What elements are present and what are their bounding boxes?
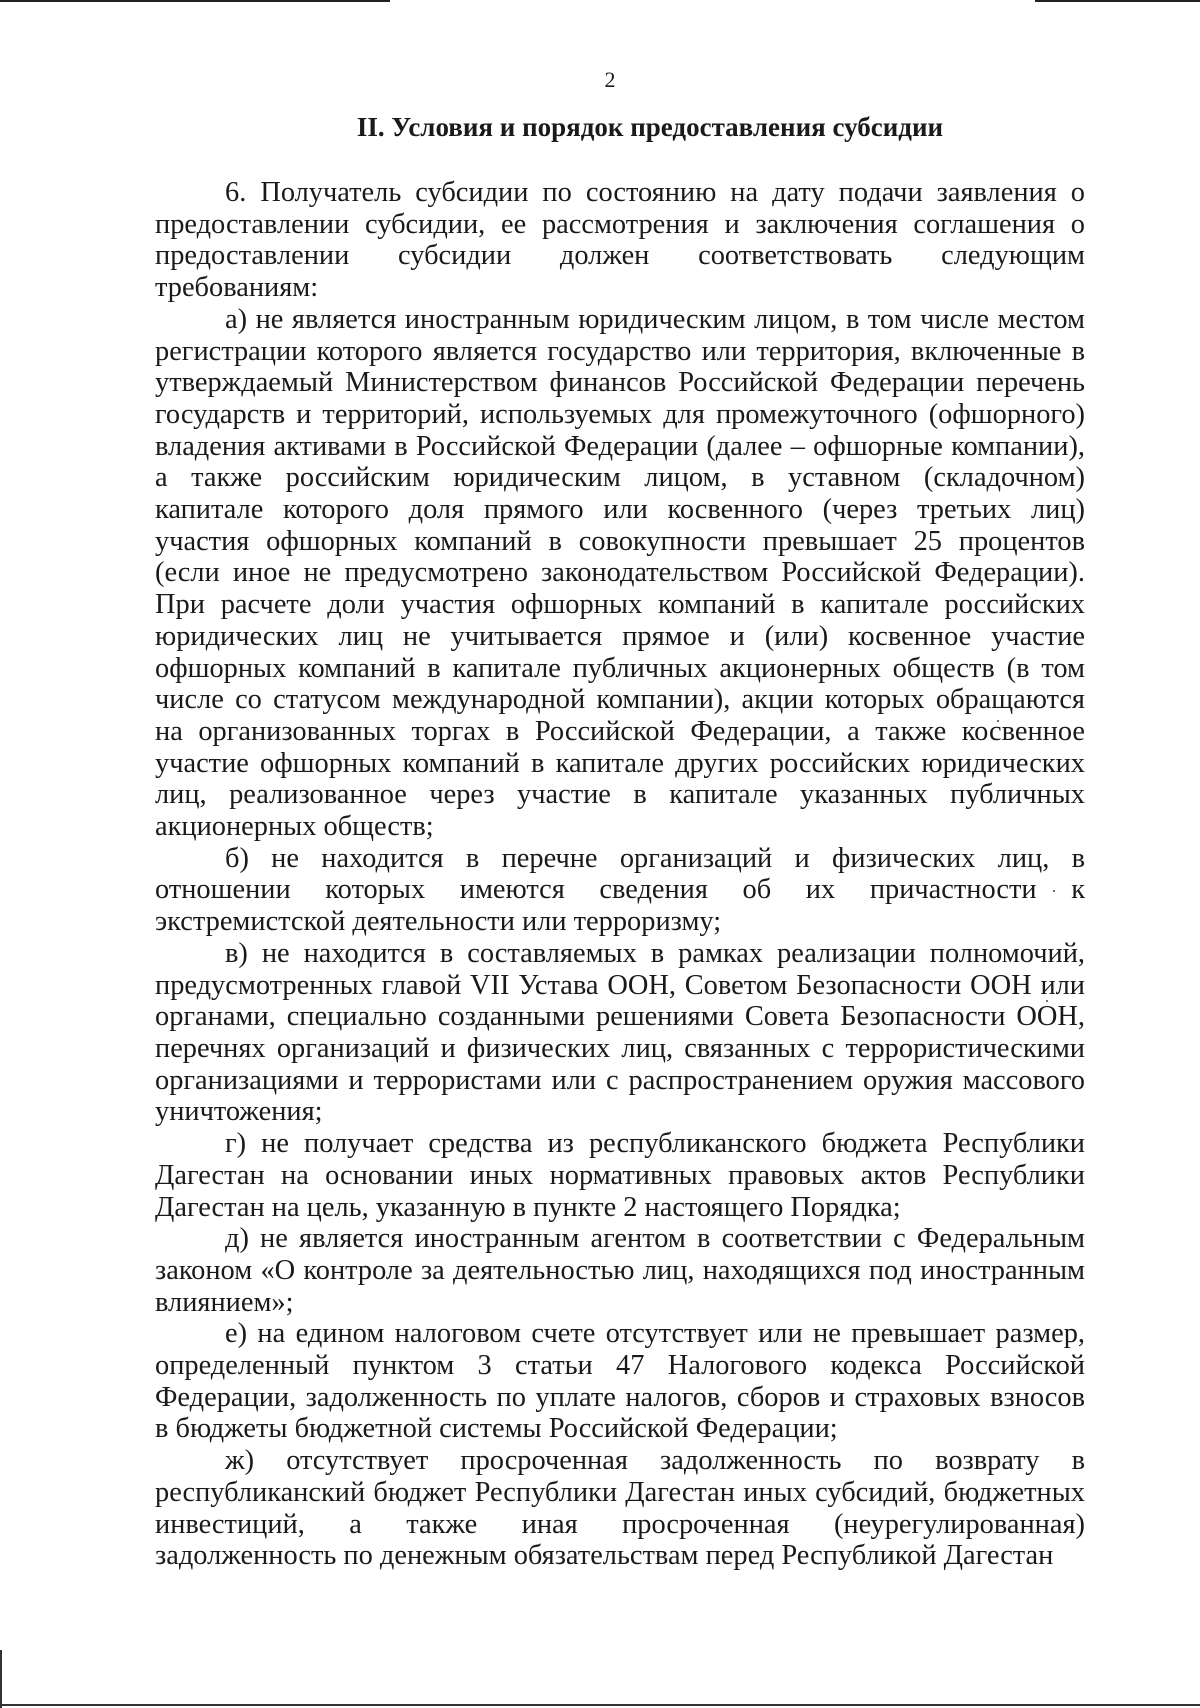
- document-body: [155, 177, 1085, 1572]
- scan-edge-bottom: [0, 1704, 1200, 1706]
- paragraph-item-v: в) не находится в составляемых в рамках реализации полномочий, предусмотренных главой VII Устава ООН, Советом Безопасности ООН или органами, специально созданными решениями Совета Безопасности ООН, перечнях организаций и физических лиц, связанных с террористическими организациями и террористами или с распространением оружия массового уничтожения;: [155, 937, 1085, 1128]
- paragraph-item-e: е) на едином налоговом счете отсутствует или не превышает размер, определенный пунктом 3 статьи 47 Налогового кодекса Российской Федерации, задолженность по уплате налогов, сборов и страховых взносов в бюджеты бюджетной системы Российской Федерации;: [155, 1318, 1085, 1445]
- paragraph-item-d: д) не является иностранным агентом в соответствии с Федеральным законом «О контроле за деятельностью лиц, находящихся под иностранным влиянием»;: [155, 1223, 1085, 1318]
- scan-edge-left: [0, 1650, 2, 1708]
- paragraph-item-zh: ж) отсутствует просроченная задолженность по возврату в республиканский бюджет Республики Дагестан иных субсидий, бюджетных инвестиций, а также иная просроченная (неурегулированная) задолженность по денежным обязательствам перед Республикой Дагестан: [155, 1445, 1085, 1572]
- paragraph-item-g: г) не получает средства из республиканского бюджета Республики Дагестан на основании иных нормативных правовых актов Республики Дагестан на цель, указанную в пункте 2 настоящего Порядка;: [155, 1128, 1085, 1223]
- page-number: 2: [604, 67, 616, 92]
- paragraph-item-b: б) не находится в перечне организаций и физических лиц, в отношении которых имеются сведения об их причастности к экстремистской деятельности или терроризму;: [155, 842, 1085, 938]
- scan-edge-top-right: [1035, 0, 1200, 2]
- paragraph-6-intro: 6. Получатель субсидии по состоянию на дату подачи заявления о предоставлении субсидии, ее рассмотрения и заключения соглашения о предоставлении субсидии должен соответствовать следующим требованиям:: [155, 177, 1085, 304]
- paragraph-item-a: а) не является иностранным юридическим лицом, в том числе местом регистрации которого является государство или территория, включенные в утверждаемый Министерством финансов Российской Федерации перечень государств и территорий, используемых для промежуточного (офшорного) владения активами в Российской Федерации (далее – офшорные компании), а также российским юридическим лицом, в уставном (складочном) капитале которого доля прямого или косвенного (через третьих лиц) участия офшорных компаний в совокупности превышает 25 процентов (если иное не предусмотрено законодательством Российской Федерации). При расчете доли участия офшорных компаний в капитале российских юридических лиц не учитывается прямое и (или) косвенное участие офшорных компаний в капитале публичных акционерных обществ (в том числе со статусом международной компании), акции которых обращаются на организованных торгах в Российской Федерации, а также косвенное участие офшорных компаний в капитале других российских юридических лиц, реализованное через участие в капитале указанных публичных акционерных обществ;: [155, 303, 1085, 843]
- scan-edge-top-left: [0, 0, 390, 2]
- section-title: II. Условия и порядок предоставления субсидии: [356, 112, 944, 142]
